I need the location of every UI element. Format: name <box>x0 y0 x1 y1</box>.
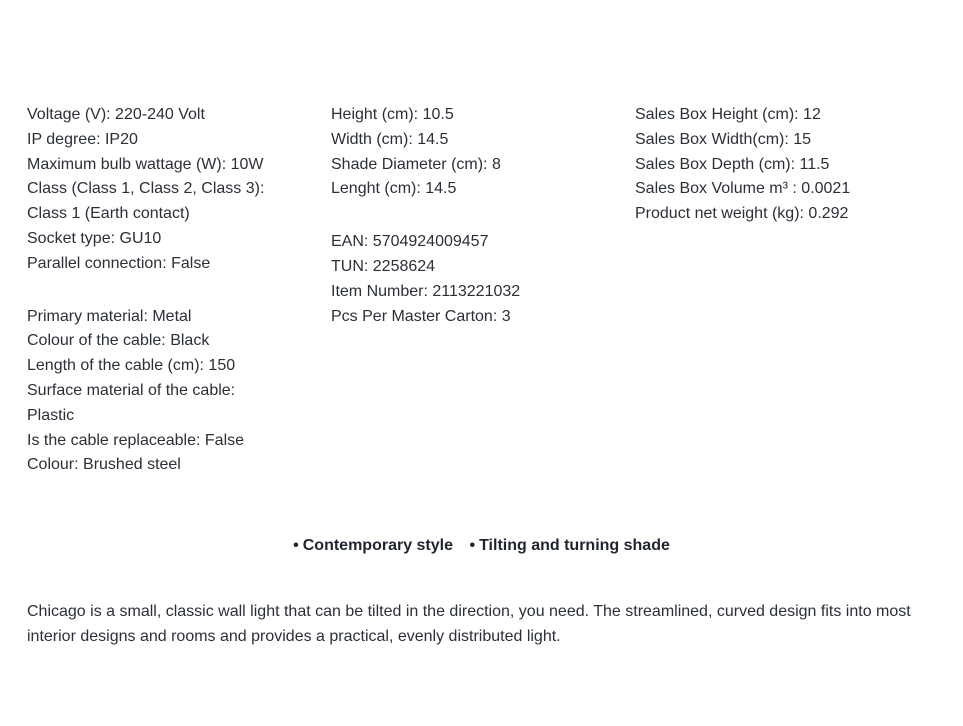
feature-list <box>0 535 963 557</box>
spec-cable-surface-value: Plastic <box>27 406 75 424</box>
spec-net-weight: Product net weight (kg): 0.292 <box>635 205 849 223</box>
spec-voltage: Voltage (V): 220-240 Volt <box>27 106 205 123</box>
spec-length: Lenght (cm): 14.5 <box>331 180 457 198</box>
spec-column-dimensions <box>331 103 621 329</box>
spec-max-wattage: Maximum bulb wattage (W): 10W <box>27 155 264 173</box>
spec-colour: Colour: Brushed steel <box>27 456 181 474</box>
feature-item <box>469 535 669 557</box>
feature-label: Contemporary style <box>302 537 453 554</box>
spec-primary-material: Primary material: Metal <box>27 307 192 325</box>
spec-group-dimensions <box>331 103 621 202</box>
spec-class-value: Class 1 (Earth contact) <box>27 205 190 223</box>
spec-cable-surface-label: Surface material of the cable: <box>27 381 236 399</box>
spec-item-number: Item Number: 2113221032 <box>331 282 521 300</box>
spec-width: Width (cm): 14.5 <box>331 130 449 148</box>
feature-item <box>293 535 453 557</box>
spec-box-height: Sales Box Height (cm): 12 <box>635 106 821 123</box>
bullet-icon: • <box>469 537 476 554</box>
spec-cable-length: Length of the cable (cm): 150 <box>27 357 236 375</box>
spec-group-packaging <box>635 103 955 227</box>
spec-class-label: Class (Class 1, Class 2, Class 3): <box>27 180 265 198</box>
product-description: Chicago is a small, classic wall light that can be tilted in the direction, you need. The streamlined, curved design fits into most interior designs and rooms and provides a practical, evenly distributed light. <box>27 603 911 645</box>
spec-shade-diameter: Shade Diameter (cm): 8 <box>331 155 501 173</box>
spec-tun: TUN: 2258624 <box>331 257 436 275</box>
feature-label: Tilting and turning shade <box>479 537 670 554</box>
spec-group-materials <box>27 305 317 479</box>
spec-column-electrical <box>27 103 317 478</box>
spec-cable-replaceable: Is the cable replaceable: False <box>27 431 245 449</box>
spec-box-depth: Sales Box Depth (cm): 11.5 <box>635 155 830 173</box>
spec-pcs-per-carton: Pcs Per Master Carton: 3 <box>331 307 511 325</box>
spec-height: Height (cm): 10.5 <box>331 106 454 123</box>
spec-group-electrical <box>27 103 317 277</box>
spec-ip-degree: IP degree: IP20 <box>27 130 138 148</box>
spec-parallel-connection: Parallel connection: False <box>27 254 211 272</box>
spec-box-volume: Sales Box Volume m³ : 0.0021 <box>635 180 851 198</box>
spec-socket-type: Socket type: GU10 <box>27 229 162 247</box>
spec-group-identifiers <box>331 230 621 329</box>
spec-column-packaging <box>635 103 955 227</box>
spec-ean: EAN: 5704924009457 <box>331 233 489 251</box>
spec-box-width: Sales Box Width(cm): 15 <box>635 130 812 148</box>
bullet-icon: • <box>293 537 299 554</box>
spec-cable-colour: Colour of the cable: Black <box>27 332 210 350</box>
